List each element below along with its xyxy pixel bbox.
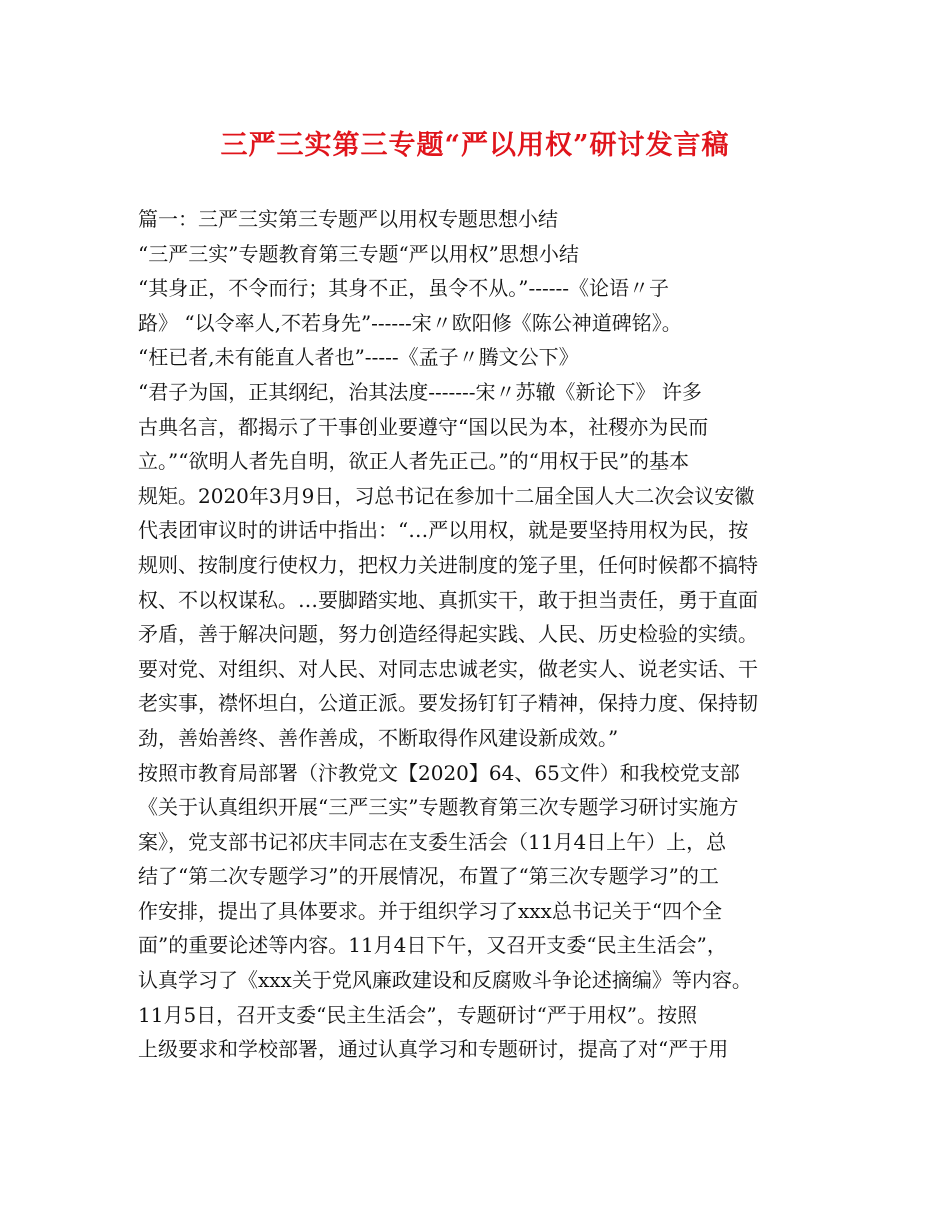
body-line: 认真学习了《xxx关于党风廉政建设和反腐败斗争论述摘编》等内容。 [138, 968, 752, 993]
body-line: “枉已者,未有能直人者也”-----《孟子〃腾文公下》 [138, 345, 579, 370]
body-line: 作安排，提出了具体要求。并于组织学习了xxx总书记关于“四个全 [138, 898, 723, 923]
body-line: 古典名言，都揭示了干事创业要遵守“国以民为本，社稷亦为民而 [138, 414, 709, 439]
body-line: 劲，善始善终、善作善成，不断取得作风建设新成效。” [138, 725, 619, 750]
body-line: 案》，党支部书记祁庆丰同志在支委生活会（11月4日上午）上，总 [138, 829, 727, 854]
body-line: 要对党、对组织、对人民、对同志忠诚老实，做老实人、说老实话、干 [138, 656, 758, 681]
document-title: 三严三实第三专题“严以用权”研讨发言稿 [220, 130, 730, 161]
body-line: 代表团审议时的讲话中指出：“…严以用权，就是要坚持用权为民，按 [138, 518, 749, 543]
body-line: “三严三实”专题教育第三专题“严以用权”思想小结 [138, 241, 579, 266]
body-line: 权、不以权谋私。…要脚踏实地、真抓实干，敢于担当责任，勇于直面 [138, 587, 758, 612]
body-line: 结了“第二次专题学习”的开展情况，布置了“第三次专题学习”的工 [138, 864, 719, 889]
body-line: 老实事，襟怀坦白，公道正派。要发扬钉钉子精神，保持力度、保持韧 [138, 691, 758, 716]
body-line: 上级要求和学校部署，通过认真学习和专题研讨，提高了对“严于用 [138, 1037, 729, 1062]
body-line: 《关于认真组织开展“三严三实”专题教育第三次专题学习研讨实施方 [138, 795, 739, 820]
body-line: 规矩。2020年3月9日，习总书记在参加十二届全国人大二次会议安徽 [138, 483, 755, 508]
body-line: 11月5日，召开支委“民主生活会”，专题研讨“严于用权”。按照 [138, 1002, 698, 1027]
body-line: 按照市教育局部署（汴教党文【2020】64、65文件）和我校党支部 [138, 760, 740, 785]
body-line: 立。”“欲明人者先自明，欲正人者先正己。”的“用权于民”的基本 [138, 449, 690, 474]
document-body [138, 202, 828, 1067]
body-line: “其身正，不令而行；其身不正，虽令不从。”------《论语〃子 [138, 276, 669, 301]
body-line: 路》 “以令率人,不若身先”------宋〃欧阳修《陈公神道碑铭》。 [138, 310, 682, 335]
body-line: 篇一：三严三实第三专题严以用权专题思想小结 [138, 207, 558, 231]
body-line: 规则、按制度行使权力，把权力关进制度的笼子里，任何时候都不搞特 [138, 552, 758, 577]
body-line: “君子为国，正其纲纪，治其法度-------宋〃苏辙《新论下》 许多 [138, 379, 702, 404]
body-line: 面”的重要论述等内容。11月4日下午，又召开支委“民主生活会”， [138, 933, 727, 958]
body-line: 矛盾，善于解决问题，努力创造经得起实践、人民、历史检验的实绩。 [138, 622, 758, 647]
